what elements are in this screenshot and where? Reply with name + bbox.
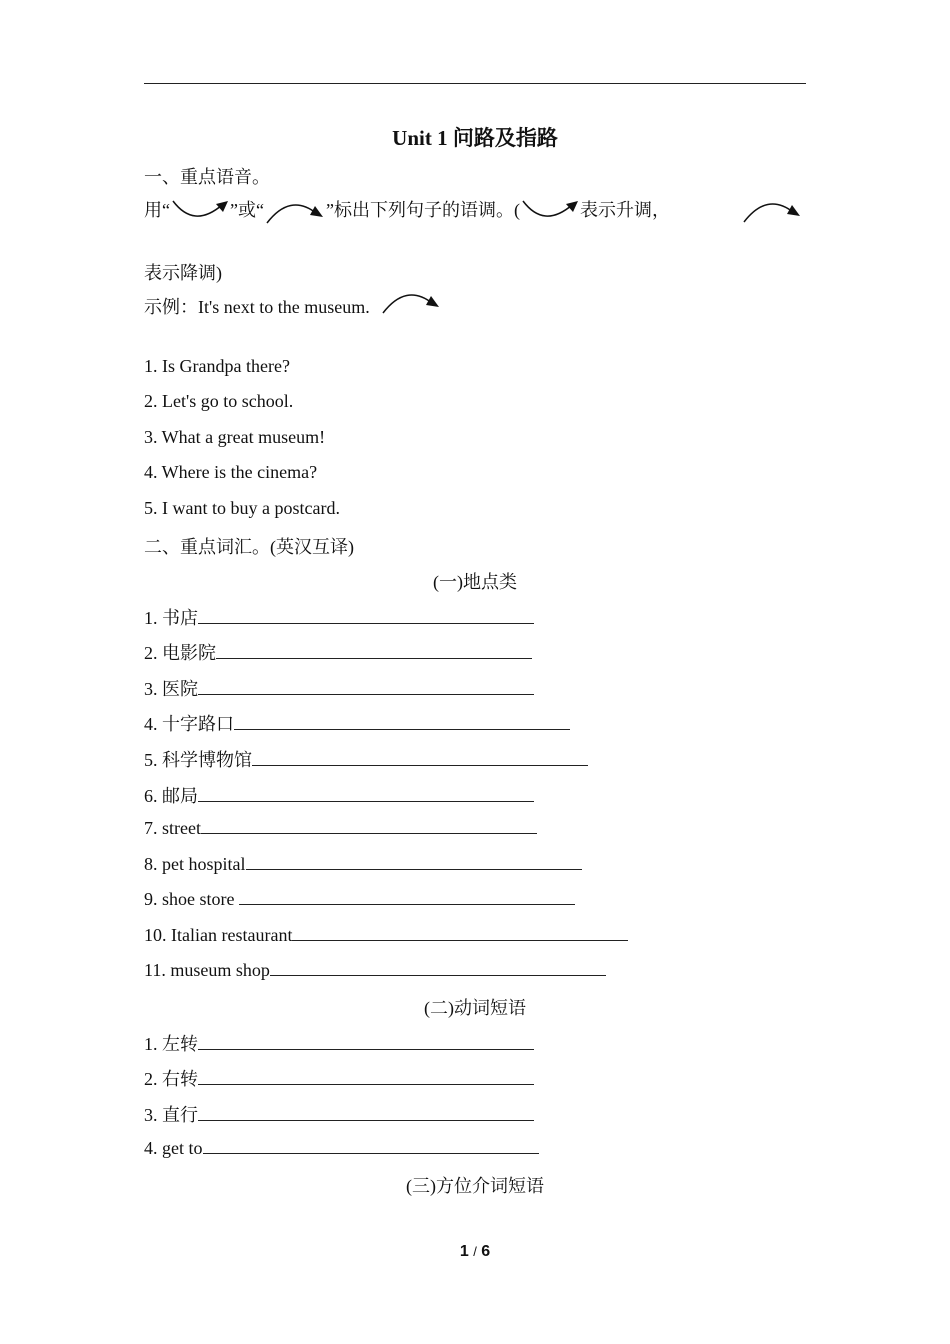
falling-intonation-arrow-icon [264,197,326,227]
answer-blank[interactable] [198,607,534,624]
answer-blank[interactable] [239,888,575,905]
vocab-item: 9. shoe store [144,888,575,910]
vocab-item: 11. museum shop [144,959,606,981]
answer-blank[interactable] [201,817,537,834]
page-title: Unit 1 问路及指路 [392,126,558,150]
section2-heading: 二、重点词汇。(英汉互译) [144,537,354,557]
rising-intonation-arrow-icon [520,197,580,227]
vocab-item: 8. pet hospital [144,853,582,875]
answer-blank[interactable] [198,1033,534,1050]
sentence-item: 5. I want to buy a postcard. [144,498,340,518]
header-rule [144,83,806,84]
sentence-item: 2. Let's go to school. [144,391,294,411]
sentence-item: 1. Is Grandpa there? [144,356,290,376]
example-line: 示例：It's next to the museum. [144,293,442,319]
answer-blank[interactable] [198,1104,534,1121]
sentence-item: 4. Where is the cinema? [144,462,318,482]
instruction-line-cont: 表示降调) [144,263,222,283]
vocab-item: 2. 右转 [144,1065,534,1091]
vocab-item: 3. 医院 [144,675,534,701]
instruction-line: 用“ ”或“ ”标出下列句子的语调。( 表示升调， [144,196,670,227]
falling-intonation-arrow-icon [380,287,442,317]
vocab-item: 2. 电影院 [144,639,532,665]
sentence-item: 3. What a great museum! [144,427,326,447]
answer-blank[interactable] [216,642,532,659]
vocab-item: 3. 直行 [144,1101,534,1127]
falling-intonation-arrow-icon [741,196,803,226]
answer-blank[interactable] [246,853,582,870]
vocab-item: 1. 左转 [144,1030,534,1056]
subsection-title-verbs: (二)动词短语 [424,998,526,1018]
section1-heading: 一、重点语音。 [144,167,270,187]
subsection-title-prepositions: (三)方位介词短语 [406,1176,544,1196]
page-number: 1 / 6 [459,1243,491,1260]
answer-blank[interactable] [198,678,534,695]
vocab-item: 4. 十字路口 [144,710,570,736]
answer-blank[interactable] [234,713,570,730]
answer-blank[interactable] [203,1137,539,1154]
answer-blank[interactable] [252,749,588,766]
subsection-title-places: (一)地点类 [433,572,517,592]
rising-intonation-arrow-icon [170,197,230,227]
vocab-item: 4. get to [144,1137,539,1159]
answer-blank[interactable] [198,1068,534,1085]
vocab-item: 6. 邮局 [144,782,534,808]
vocab-item: 10. Italian restaurant [144,924,628,946]
answer-blank[interactable] [270,959,606,976]
answer-blank[interactable] [198,785,534,802]
vocab-item: 1. 书店 [144,604,534,630]
vocab-item: 5. 科学博物馆 [144,746,588,772]
vocab-item: 7. street [144,817,537,839]
answer-blank[interactable] [292,924,628,941]
